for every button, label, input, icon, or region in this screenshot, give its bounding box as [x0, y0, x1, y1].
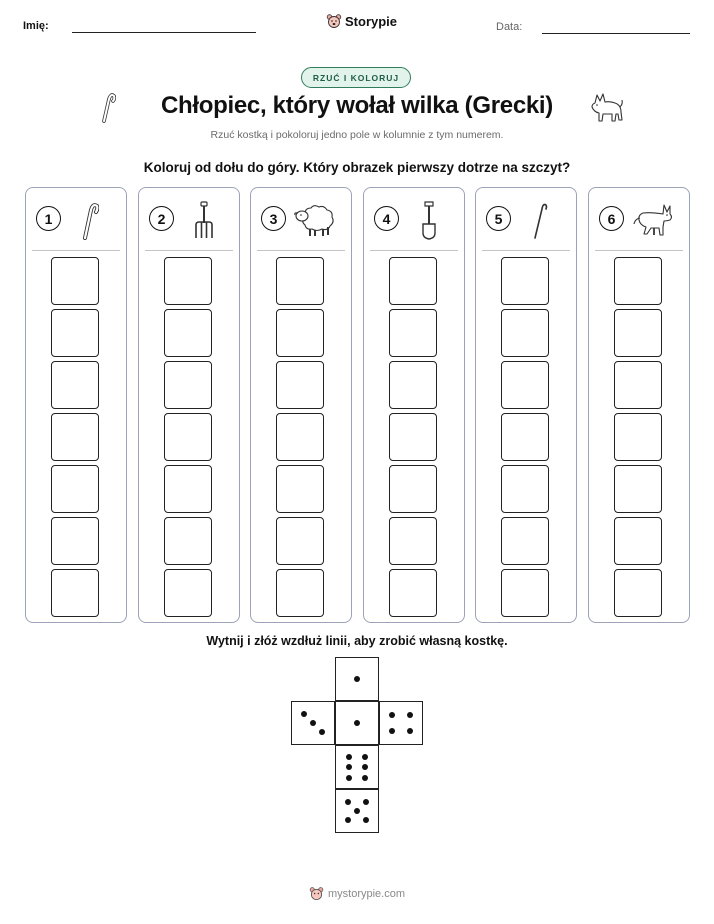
- dice-pip: [389, 728, 395, 734]
- color-cell[interactable]: [51, 257, 99, 305]
- dice-face-bottom: [335, 789, 379, 833]
- column-divider: [595, 250, 683, 251]
- date-line[interactable]: [542, 33, 690, 34]
- column-divider: [257, 250, 345, 251]
- color-cell[interactable]: [276, 309, 324, 357]
- dice-pip: [354, 808, 360, 814]
- bear-logo-icon: [326, 13, 342, 29]
- color-cell[interactable]: [389, 361, 437, 409]
- color-cell[interactable]: [276, 517, 324, 565]
- sheep-icon: [293, 202, 337, 238]
- dice-pip: [354, 676, 360, 682]
- brand-logo: [326, 13, 397, 29]
- color-cell[interactable]: [389, 569, 437, 617]
- dice-face-left: [291, 701, 335, 745]
- color-cell[interactable]: [389, 465, 437, 513]
- column-3: [250, 187, 352, 623]
- column-6: [588, 187, 690, 623]
- subtitle: Rzuć kostką i pokoloruj jedno pole w kolumnie z tym numerem.: [210, 129, 504, 141]
- color-cell[interactable]: [164, 517, 212, 565]
- dice-pip: [345, 817, 351, 823]
- cut-instruction: Wytnij i złóż wzdłuż linii, aby zrobić własną kostkę.: [206, 634, 508, 648]
- dice-face-top: [335, 657, 379, 701]
- wolf-icon: [588, 90, 624, 124]
- color-cell[interactable]: [501, 309, 549, 357]
- dice-face-lower: [335, 745, 379, 789]
- column-number: 6: [599, 206, 624, 231]
- dice-pip: [363, 817, 369, 823]
- date-label: Data:: [496, 21, 523, 33]
- color-cell[interactable]: [51, 413, 99, 461]
- dice-pip: [319, 729, 325, 735]
- color-cell[interactable]: [389, 309, 437, 357]
- color-cell[interactable]: [501, 465, 549, 513]
- color-cell[interactable]: [614, 465, 662, 513]
- dice-pip: [362, 775, 368, 781]
- color-cell[interactable]: [276, 465, 324, 513]
- dice-pip: [346, 764, 352, 770]
- color-cell[interactable]: [614, 569, 662, 617]
- color-cell[interactable]: [51, 569, 99, 617]
- color-cell[interactable]: [164, 465, 212, 513]
- column-divider: [32, 250, 120, 251]
- color-cell[interactable]: [614, 309, 662, 357]
- page-title: Chłopiec, który wołał wilka (Grecki): [161, 92, 553, 119]
- column-number: 4: [374, 206, 399, 231]
- bear-logo-icon: [309, 886, 324, 901]
- color-cell[interactable]: [51, 465, 99, 513]
- candy-cane-icon: [81, 200, 99, 240]
- dice-pip: [346, 775, 352, 781]
- color-cell[interactable]: [614, 361, 662, 409]
- name-line[interactable]: [72, 32, 256, 33]
- color-cell[interactable]: [389, 517, 437, 565]
- dice-face-right: [379, 701, 423, 745]
- color-cell[interactable]: [51, 361, 99, 409]
- dice-face-center: [335, 701, 379, 745]
- column-number: 2: [149, 206, 174, 231]
- color-cell[interactable]: [389, 413, 437, 461]
- dice-pip: [407, 712, 413, 718]
- color-cell[interactable]: [276, 257, 324, 305]
- column-1: [25, 187, 127, 623]
- color-cell[interactable]: [51, 517, 99, 565]
- color-cell[interactable]: [51, 309, 99, 357]
- dice-pip: [389, 712, 395, 718]
- color-cell[interactable]: [276, 569, 324, 617]
- column-divider: [482, 250, 570, 251]
- color-cell[interactable]: [614, 517, 662, 565]
- footer-url: mystorypie.com: [328, 887, 406, 900]
- column-5: [475, 187, 577, 623]
- dice-pip: [345, 799, 351, 805]
- dice-pip: [362, 764, 368, 770]
- color-cell[interactable]: [501, 569, 549, 617]
- instruction: Koloruj od dołu do góry. Który obrazek pierwszy dotrze na szczyt?: [143, 160, 571, 175]
- name-label: Imię:: [23, 20, 49, 32]
- color-cell[interactable]: [276, 361, 324, 409]
- color-cell[interactable]: [164, 413, 212, 461]
- dice-pip: [362, 754, 368, 760]
- color-cell[interactable]: [276, 413, 324, 461]
- activity-badge: RZUĆ I KOLORUJ: [301, 67, 411, 88]
- column-4: [363, 187, 465, 623]
- column-2: [138, 187, 240, 623]
- column-divider: [370, 250, 458, 251]
- dice-pip: [363, 799, 369, 805]
- column-number: 5: [486, 206, 511, 231]
- color-cell[interactable]: [164, 361, 212, 409]
- column-number: 3: [261, 206, 286, 231]
- shovel-icon: [419, 200, 439, 240]
- dice-pip: [354, 720, 360, 726]
- column-number: 1: [36, 206, 61, 231]
- color-cell[interactable]: [501, 517, 549, 565]
- color-cell[interactable]: [614, 257, 662, 305]
- shepherd-crook-icon: [532, 200, 548, 240]
- color-cell[interactable]: [501, 257, 549, 305]
- color-cell[interactable]: [614, 413, 662, 461]
- column-divider: [145, 250, 233, 251]
- color-cell[interactable]: [389, 257, 437, 305]
- dice-pip: [346, 754, 352, 760]
- color-cell[interactable]: [164, 257, 212, 305]
- color-cell[interactable]: [164, 569, 212, 617]
- color-cell[interactable]: [501, 361, 549, 409]
- footer: [309, 886, 405, 901]
- dice-pip: [301, 711, 307, 717]
- brand-name: Storypie: [345, 13, 398, 29]
- color-cell[interactable]: [501, 413, 549, 461]
- wolf-icon: [633, 200, 673, 238]
- pitchfork-icon: [193, 200, 215, 240]
- dice-pip: [407, 728, 413, 734]
- color-cell[interactable]: [164, 309, 212, 357]
- dice-pip: [310, 720, 316, 726]
